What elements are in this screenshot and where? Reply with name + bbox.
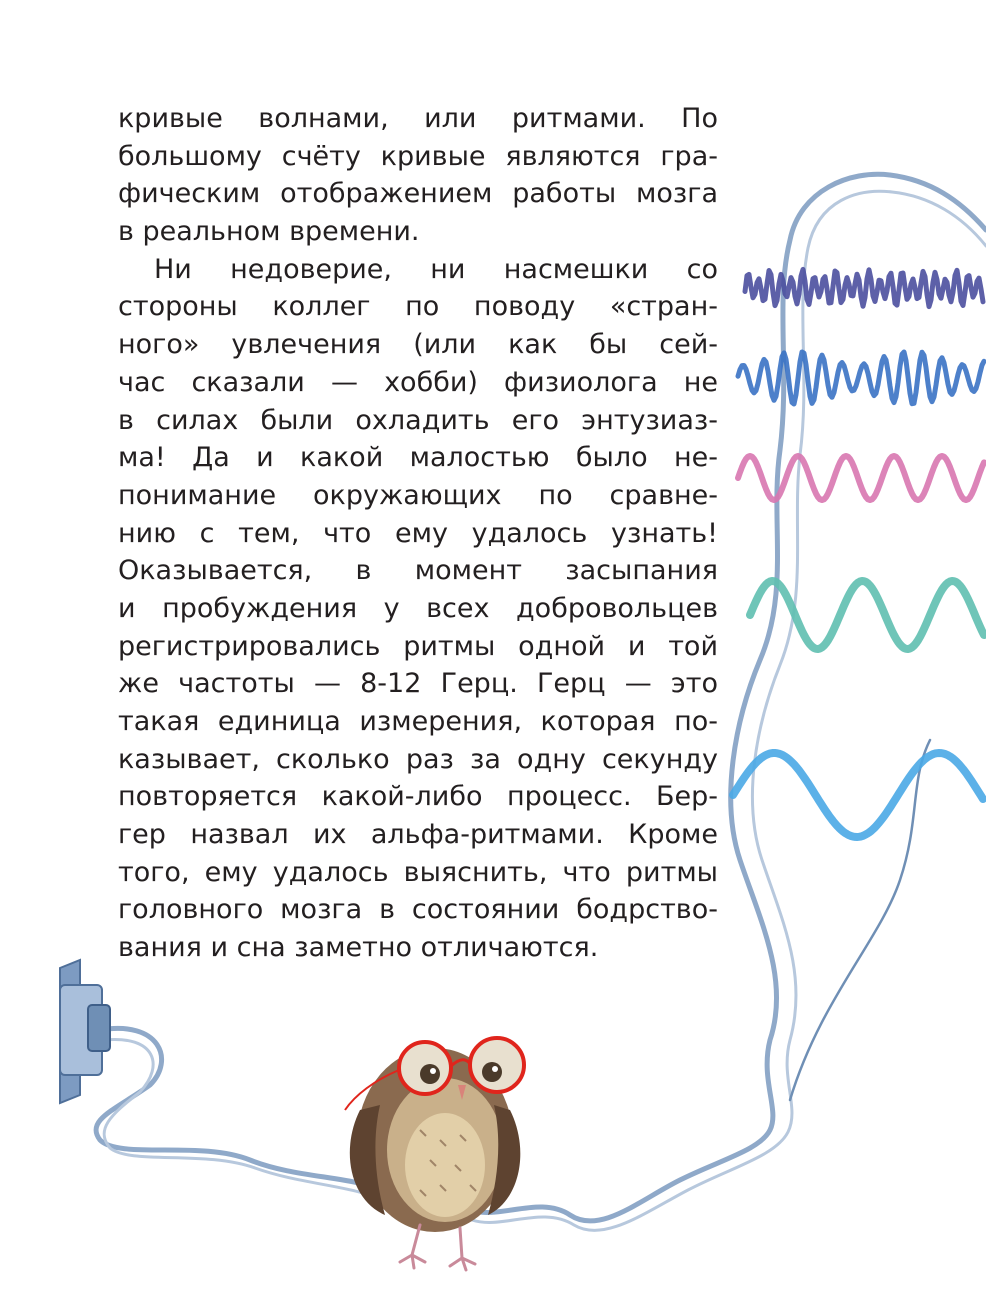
brain-wave-4 xyxy=(750,581,984,649)
text-line: фическим отображением работы мозга xyxy=(118,178,718,210)
text-line: Ни недоверие, ни насмешки со xyxy=(154,253,718,285)
text-line: же частоты — 8-12 Герц. Герц — это xyxy=(118,668,718,700)
text-line: кривые волнами, или ритмами. По xyxy=(118,103,718,134)
text-line: и пробуждения у всех добровольцев xyxy=(118,592,718,624)
text-line: понимание окружающих по сравне- xyxy=(118,479,718,511)
text-line: казывает, сколько раз за одну секунду xyxy=(118,743,718,775)
text-line: в реальном времени. xyxy=(118,216,420,248)
text-line: вания и сна заметно отличаются. xyxy=(118,932,599,964)
paragraph-intro xyxy=(118,100,718,251)
text-line: регистрировались ритмы одной и той xyxy=(118,630,718,662)
brain-waves xyxy=(733,269,984,837)
wall-socket xyxy=(60,960,110,1103)
brain-wave-2 xyxy=(738,352,984,404)
body-text xyxy=(118,100,718,967)
text-line: стороны коллег по поводу «стран- xyxy=(118,291,718,323)
text-line: нию с тем, что ему удалось узнать! xyxy=(118,517,718,549)
text-line: такая единица измерения, которая по- xyxy=(118,706,718,737)
text-line: того, ему удалось выяснить, что ритмы xyxy=(118,856,718,888)
text-line: гер назвал их альфа-ритмами. Кроме xyxy=(118,819,718,851)
text-line: Оказывается, в момент засыпания xyxy=(118,555,718,587)
brain-wave-5 xyxy=(733,753,983,837)
text-line: головного мозга в состоянии бодрство- xyxy=(118,894,718,926)
text-line: ма! Да и какой малостью было не- xyxy=(118,442,718,474)
text-line: большому счёту кривые являются гра- xyxy=(118,140,718,172)
text-line: ного» увлечения (или как бы сей- xyxy=(118,329,718,361)
text-line: в силах были охладить его энтузиаз- xyxy=(118,404,718,436)
text-line: повторяется какой-либо процесс. Бер- xyxy=(118,781,718,813)
text-line: час сказали — хобби) физиолога не xyxy=(118,366,718,398)
paragraph-main xyxy=(118,251,718,967)
owl-illustration xyxy=(345,1038,524,1270)
